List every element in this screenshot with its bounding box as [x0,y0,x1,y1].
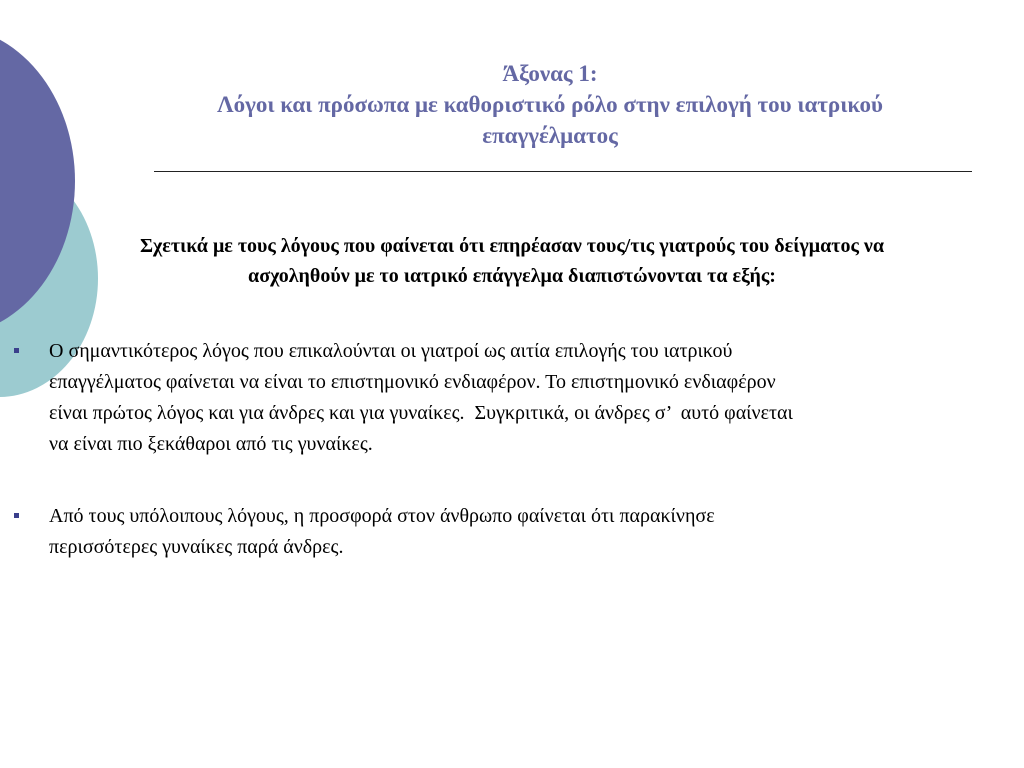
bullet-item-2 [14,501,1010,563]
title-line-1: Άξονας 1: [502,61,598,86]
intro-line-2: ασχοληθούν με το ιατρικό επάγγελμα διαπιστώνονται τα εξής: [248,265,776,287]
title-line-2: Λόγοι και πρόσωπα με καθοριστικό ρόλο στην επιλογή του ιατρικού [217,92,883,117]
bullet-1-line-1: Ο σημαντικότερος λόγος που επικαλούνται οι γιατροί ως αιτία επιλογής του ιατρικού [49,340,733,362]
intro-paragraph [28,231,996,291]
bullet-list [14,336,1010,563]
bullet-2-line-1: Από τους υπόλοιπους λόγους, η προσφορά στον άνθρωπο φαίνεται ότι παρακίνησε [49,505,715,527]
bullet-1-line-2: επαγγέλματος φαίνεται να είναι το επιστημονικό ενδιαφέρον. Το επιστημονικό ενδιαφέρον [49,371,776,393]
square-bullet-icon [14,513,19,518]
bullet-1-line-3: είναι πρώτος λόγος και για άνδρες και για γυναίκες. Συγκριτικά, οι άνδρες σ’ αυτό φαίνεται [49,402,793,424]
title-line-3: επαγγέλματος [482,123,618,148]
square-bullet-icon [14,348,19,353]
bullet-1-line-4: να είναι πιο ξεκάθαροι από τις γυναίκες. [49,433,373,455]
slide-title [130,58,970,151]
bullet-2-line-2: περισσότερες γυναίκες παρά άνδρες. [49,536,344,558]
intro-line-1: Σχετικά με τους λόγους που φαίνεται ότι επηρέασαν τους/τις γιατρούς του δείγματος να [139,235,885,257]
bullet-item-1 [14,336,1010,460]
title-underline-divider [154,171,972,172]
